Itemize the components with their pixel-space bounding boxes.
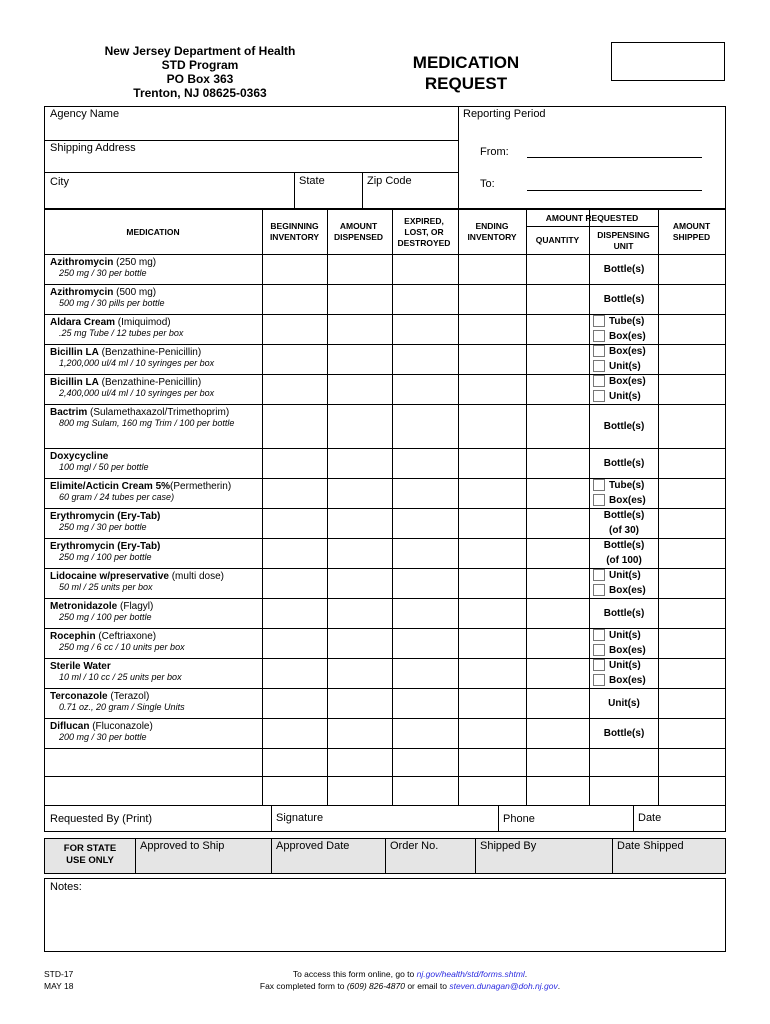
dispensing-unit [590,568,658,598]
unit-checkbox[interactable] [593,659,605,671]
city-field[interactable]: City [50,176,69,188]
ending-inventory-input[interactable] [459,659,526,688]
ending-inventory-input[interactable] [459,629,526,658]
medication-row [50,347,255,369]
amount-shipped-input[interactable] [659,539,726,568]
dispensing-unit [590,344,658,374]
forms-link[interactable]: nj.gov/health/std/forms.shtml [416,969,525,979]
amount-shipped-input[interactable] [659,689,726,718]
expired-input[interactable] [393,599,458,628]
beginning-inventory-input[interactable] [263,659,327,688]
col-medication: MEDICATION [126,226,180,237]
amount-dispensed-input[interactable] [328,539,392,568]
ending-inventory-input[interactable] [459,689,526,718]
unit-label: Bottle(s) [603,294,645,305]
expired-input[interactable] [393,375,458,404]
ending-inventory-input[interactable] [459,315,526,344]
to-field[interactable] [527,190,702,191]
beginning-inventory-input[interactable] [263,449,327,478]
medication-row [50,661,255,683]
beginning-inventory-input[interactable] [263,509,327,538]
expired-input[interactable] [393,285,458,314]
col-dispensing-unit: DISPENSING UNIT [597,229,650,251]
ending-inventory-input[interactable] [459,479,526,508]
unit-label: Bottle(s) [603,608,645,619]
dispensing-unit [590,262,658,277]
amount-shipped-input[interactable] [659,375,726,404]
beginning-inventory-input[interactable] [263,629,327,658]
unit-label: Box(es) [609,346,646,357]
unit-checkbox[interactable] [593,569,605,581]
quantity-input[interactable] [527,509,589,538]
amount-shipped-input[interactable] [659,659,726,688]
medication-name: Azithromycin (500 mg) [50,287,157,298]
unit-label: Bottle(s) [603,728,645,739]
col-quantity: QUANTITY [535,235,580,245]
medication-detail: 250 mg / 100 per bottle [59,612,152,622]
state-field[interactable]: State [299,175,325,187]
approved-date-field[interactable]: Approved Date [276,840,350,852]
approved-to-ship-field[interactable]: Approved to Ship [140,840,225,852]
ending-inventory-input[interactable] [459,255,526,284]
amount-shipped-input[interactable] [659,719,726,748]
form-id-block [44,968,73,992]
amount-dispensed-input[interactable] [328,345,392,374]
quantity-input[interactable] [527,375,589,404]
quantity-input[interactable] [527,449,589,478]
medication-detail: 100 mgl / 50 per bottle [59,462,149,472]
ending-inventory-input[interactable] [459,375,526,404]
unit-label: Box(es) [609,585,646,596]
quantity-input[interactable] [527,345,589,374]
unit-label: Unit(s) [609,660,641,671]
unit-checkbox[interactable] [593,345,605,357]
from-label: From: [480,146,509,158]
quantity-input[interactable] [527,285,589,314]
medication-detail: 250 mg / 30 per bottle [59,268,147,278]
for-state-use-label: FOR STATE USE ONLY [63,843,117,866]
medication-row [50,451,255,473]
medication-row [50,691,255,713]
expired-input[interactable] [393,509,458,538]
quantity-input[interactable] [527,255,589,284]
form-title: MEDICATION REQUEST [412,53,520,93]
expired-input[interactable] [393,315,458,344]
beginning-inventory-input[interactable] [263,255,327,284]
medication-name: Diflucan (Fluconazole) [50,721,153,732]
amount-shipped-input[interactable] [659,509,726,538]
org-program: STD Program [161,58,239,72]
medication-row [50,571,255,593]
dispensing-unit [590,456,658,471]
beginning-inventory-input[interactable] [263,405,327,448]
dispensing-unit [590,374,658,404]
ending-inventory-input[interactable] [459,599,526,628]
amount-shipped-input[interactable] [659,285,726,314]
beginning-inventory-input[interactable] [263,375,327,404]
medication-name: Azithromycin (250 mg) [50,257,157,268]
amount-shipped-input[interactable] [659,449,726,478]
agency-name-field[interactable]: Agency Name [50,108,120,120]
dispensing-unit [590,508,658,538]
signature-field[interactable]: Signature [276,812,324,824]
expired-input[interactable] [393,569,458,598]
beginning-inventory-input[interactable] [263,285,327,314]
amount-dispensed-input[interactable] [328,449,392,478]
quantity-input[interactable] [527,689,589,718]
col-amount-requested: AMOUNT REQUESTED [545,212,639,223]
ending-inventory-input[interactable] [459,285,526,314]
medication-row [50,407,255,429]
amount-dispensed-input[interactable] [328,629,392,658]
dispensing-unit [590,696,658,711]
medication-row [50,377,255,399]
medication-detail: 250 mg / 30 per bottle [59,522,147,532]
org-city: Trenton, NJ 08625-0363 [133,86,267,100]
col-amount-dispensed: AMOUNT DISPENSED [333,221,384,242]
medication-name: Lidocaine w/preservative (multi dose) [50,571,224,582]
amount-shipped-input[interactable] [659,405,726,448]
medication-name: Elimite/Acticin Cream 5%(Permetherin) [50,481,232,492]
unit-label: Tube(s) [609,480,645,491]
unit-label: Tube(s) [609,316,645,327]
medication-detail: 60 gram / 24 tubes per case) [59,492,175,502]
dispensing-unit [590,658,658,688]
dispensing-unit [590,292,658,307]
unit-label: Bottle(s) [603,540,645,551]
amount-shipped-input[interactable] [659,629,726,658]
medication-row [50,287,255,309]
dispensing-unit [590,606,658,621]
quantity-input[interactable] [527,659,589,688]
medication-name: Metronidazole (Flagyl) [50,601,154,612]
unit-label: Unit(s) [609,391,641,402]
medication-detail: 2,400,000 ul/4 ml / 10 syringes per box [59,388,215,398]
medication-name: Bicillin LA (Benzathine-Penicillin) [50,347,202,358]
amount-dispensed-input[interactable] [328,479,392,508]
amount-shipped-input[interactable] [659,599,726,628]
dispensing-unit [590,314,658,344]
expired-input[interactable] [393,479,458,508]
date-shipped-field[interactable]: Date Shipped [617,840,684,852]
unit-checkbox[interactable] [593,375,605,387]
beginning-inventory-input[interactable] [263,479,327,508]
unit-label: Box(es) [609,645,646,656]
ending-inventory-input[interactable] [459,345,526,374]
phone-field[interactable]: Phone [503,813,535,825]
amount-shipped-input[interactable] [659,569,726,598]
quantity-input[interactable] [527,719,589,748]
beginning-inventory-input[interactable] [263,315,327,344]
expired-input[interactable] [393,345,458,374]
amount-dispensed-input[interactable] [328,255,392,284]
amount-shipped-input[interactable] [659,345,726,374]
medication-detail: 500 mg / 30 pills per bottle [59,298,165,308]
beginning-inventory-input[interactable] [263,569,327,598]
fax-number: (609) 826-4870 [346,981,405,991]
unit-label: (of 100) [606,555,642,566]
expired-input[interactable] [393,629,458,658]
expired-input[interactable] [393,689,458,718]
ending-inventory-input[interactable] [459,569,526,598]
form-id: STD-17 [44,969,74,979]
medication-name: Aldara Cream (Imiquimod) [50,317,171,328]
medication-detail: 1,200,000 ul/4 ml / 10 syringes per box [59,358,215,368]
order-no-field[interactable]: Order No. [390,840,439,852]
quantity-input[interactable] [527,569,589,598]
col-ending-inventory: ENDING INVENTORY [467,221,517,242]
quantity-input[interactable] [527,629,589,658]
medication-detail: 800 mg Sulam, 160 mg Trim / 100 per bottle [59,418,235,428]
medication-detail: 250 mg / 6 cc / 10 units per box [59,642,185,652]
medication-detail: 200 mg / 30 per bottle [59,732,147,742]
unit-label: Box(es) [609,376,646,387]
medication-name: Erythromycin (Ery-Tab) [50,511,161,522]
beginning-inventory-input[interactable] [263,539,327,568]
expired-input[interactable] [393,719,458,748]
date-field[interactable]: Date [638,812,662,824]
medication-detail: 0.71 oz., 20 gram / Single Units [59,702,185,712]
expired-input[interactable] [393,659,458,688]
medication-row [50,257,255,279]
medication-row [50,631,255,653]
unit-checkbox[interactable] [593,644,605,656]
unit-label: Bottle(s) [603,510,645,521]
medication-row [50,721,255,743]
unit-label: Unit(s) [608,698,640,709]
col-expired: EXPIRED, LOST, OR DESTROYED [397,215,451,248]
unit-checkbox[interactable] [593,360,605,372]
expired-input[interactable] [393,405,458,448]
medication-name: Terconazole (Terazol) [50,691,150,702]
dispensing-unit [590,419,658,434]
medication-name: Erythromycin (Ery-Tab) [50,541,161,552]
unit-label: Bottle(s) [603,421,645,432]
medication-row [50,541,255,563]
amount-shipped-input[interactable] [659,479,726,508]
amount-dispensed-input[interactable] [328,405,392,448]
expired-input[interactable] [393,255,458,284]
unit-checkbox[interactable] [593,584,605,596]
state-id-box[interactable] [611,42,725,81]
unit-checkbox[interactable] [593,674,605,686]
medication-detail: .25 mg Tube / 12 tubes per box [59,328,184,338]
unit-checkbox[interactable] [593,390,605,402]
quantity-input[interactable] [527,599,589,628]
footer-instructions: To access this form online, go to nj.gov/health/std/forms.shtml. Fax completed form to (609) 826-4870 or email to steven.dunagan@doh.nj.gov. [259,969,561,991]
amount-shipped-input[interactable] [659,315,726,344]
dispensing-unit [590,478,658,508]
email-link[interactable]: steven.dunagan@doh.nj.gov [449,981,558,991]
unit-label: Bottle(s) [603,458,645,469]
amount-dispensed-input[interactable] [328,315,392,344]
beginning-inventory-input[interactable] [263,719,327,748]
ending-inventory-input[interactable] [459,509,526,538]
notes-field[interactable] [44,878,726,952]
medication-row [50,511,255,533]
ending-inventory-input[interactable] [459,405,526,448]
quantity-input[interactable] [527,539,589,568]
form-revision: MAY 18 [44,981,74,991]
unit-checkbox[interactable] [593,629,605,641]
beginning-inventory-input[interactable] [263,689,327,718]
amount-dispensed-input[interactable] [328,599,392,628]
expired-input[interactable] [393,539,458,568]
quantity-input[interactable] [527,479,589,508]
medication-name: Bactrim (Sulamethaxazol/Trimethoprim) [50,407,230,418]
unit-label: Unit(s) [609,570,641,581]
to-label: To: [480,178,495,190]
amount-dispensed-input[interactable] [328,285,392,314]
medication-detail: 10 ml / 10 cc / 25 units per box [59,672,182,682]
medication-name: Bicillin LA (Benzathine-Penicillin) [50,377,202,388]
org-name: New Jersey Department of Health [104,44,296,58]
col-amount-shipped: AMOUNT SHIPPED [672,221,711,242]
amount-dispensed-input[interactable] [328,375,392,404]
amount-dispensed-input[interactable] [328,719,392,748]
unit-checkbox[interactable] [593,479,605,491]
requested-by-field[interactable]: Requested By (Print) [50,813,153,825]
medication-row [50,481,255,503]
org-pobox: PO Box 363 [166,72,234,86]
unit-checkbox[interactable] [593,330,605,342]
unit-label: Box(es) [609,331,646,342]
unit-label: Unit(s) [609,361,641,372]
medication-row [50,601,255,623]
dispensing-unit [590,726,658,741]
unit-checkbox[interactable] [593,315,605,327]
unit-checkbox[interactable] [593,494,605,506]
quantity-input[interactable] [527,405,589,448]
medication-name: Sterile Water [50,661,111,672]
unit-label: (of 30) [609,525,639,536]
amount-dispensed-input[interactable] [328,509,392,538]
beginning-inventory-input[interactable] [263,599,327,628]
amount-shipped-input[interactable] [659,255,726,284]
unit-label: Box(es) [609,675,646,686]
dispensing-unit [590,628,658,658]
medication-detail: 50 ml / 25 units per box [59,582,153,592]
ending-inventory-input[interactable] [459,449,526,478]
amount-dispensed-input[interactable] [328,689,392,718]
dispensing-unit [590,538,658,568]
medication-name: Doxycycline [50,451,109,462]
amount-dispensed-input[interactable] [328,569,392,598]
ending-inventory-input[interactable] [459,539,526,568]
unit-label: Unit(s) [609,630,641,641]
unit-label: Box(es) [609,495,646,506]
org-address [100,44,300,100]
amount-dispensed-input[interactable] [328,659,392,688]
medication-detail: 250 mg / 100 per bottle [59,552,152,562]
beginning-inventory-input[interactable] [263,345,327,374]
reporting-period-label: Reporting Period [463,108,546,120]
ending-inventory-input[interactable] [459,719,526,748]
col-beginning-inventory: BEGINNING INVENTORY [269,221,320,242]
notes-label: Notes: [50,881,82,893]
expired-input[interactable] [393,449,458,478]
zip-code-field[interactable]: Zip Code [367,175,412,187]
medication-name: Rocephin (Ceftriaxone) [50,631,157,642]
medication-row [50,317,255,339]
shipping-address-field[interactable]: Shipping Address [50,142,136,154]
quantity-input[interactable] [527,315,589,344]
from-field[interactable] [527,157,702,158]
unit-label: Bottle(s) [603,264,645,275]
shipped-by-field[interactable]: Shipped By [480,840,537,852]
